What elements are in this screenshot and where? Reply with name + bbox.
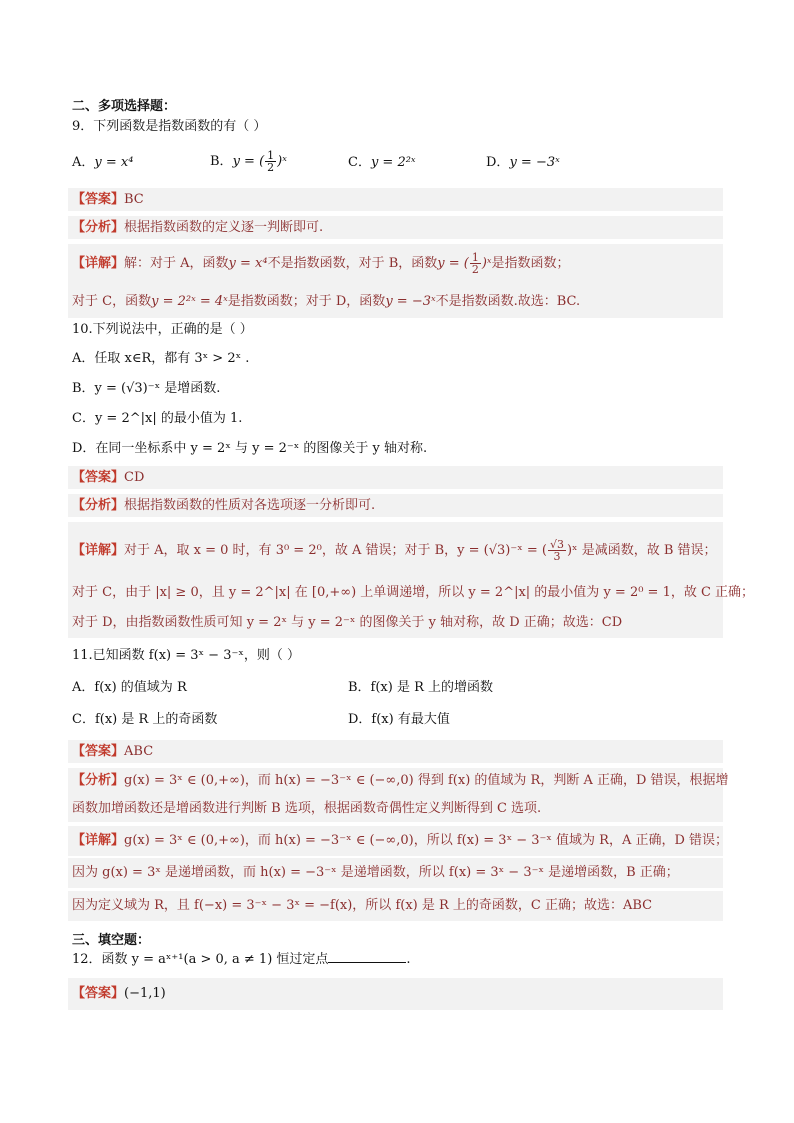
q11-option-d: D．f(x) 有最大值 bbox=[348, 712, 450, 727]
q10-option-b: B．y = (√3)⁻ˣ 是增函数. bbox=[72, 381, 221, 396]
q11-analysis-box: 【分析】g(x) = 3ˣ ∈ (0,+∞)，而 h(x) = −3⁻ˣ ∈ (−∞,0) 得到 f(x) 的值域为 R，判断 A 正确，D 错误，根据增 函数加增函数还是增函数进行判断 B 选项，根据函数奇偶性定义判断得到 C 选项. bbox=[68, 768, 723, 822]
q11-option-c: C．f(x) 是 R 上的奇函数 bbox=[72, 712, 218, 727]
q9-option-a: A．y = x⁴ bbox=[72, 155, 134, 170]
section-title-fill-in: 三、填空题： bbox=[72, 933, 151, 948]
q9-option-b: B．y = ( $\frac{1}{2}$ )ˣ bbox=[210, 149, 287, 174]
q10-answer-box: 【答案】CD bbox=[68, 466, 723, 489]
q9-detail-line2: 对于 C，函数y = 2²ˣ = 4ˣ是指数函数；对于 D，函数y = −3ˣ不是指数函数.故选：BC. bbox=[68, 288, 723, 318]
q11-option-b: B．f(x) 是 R 上的增函数 bbox=[348, 680, 494, 695]
question-10-stem: 10.下列说法中，正确的是（ ） bbox=[72, 322, 253, 337]
q10-detail-line2: 对于 C，由于 |x| ≥ 0，且 y = 2^|x| 在 [0,+∞) 上单调递增，所以 y = 2^|x| 的最小值为 y = 2⁰ = 1，故 C 正确； bbox=[68, 578, 723, 608]
q9-option-c: C．y = 2²ˣ bbox=[348, 155, 416, 170]
q11-answer-box: 【答案】ABC bbox=[68, 740, 723, 763]
q11-option-a: A．f(x) 的值域为 R bbox=[72, 680, 187, 695]
q10-option-a: A．任取 x∈R，都有 3ˣ > 2ˣ . bbox=[72, 351, 250, 366]
q9-analysis-box: 【分析】根据指数函数的定义逐一判断即可. bbox=[68, 216, 723, 239]
q10-option-c: C．y = 2^|x| 的最小值为 1. bbox=[72, 411, 243, 426]
answer-blank bbox=[328, 950, 406, 963]
section-title-multiple-choice: 二、多项选择题： bbox=[72, 99, 177, 114]
q10-analysis-box: 【分析】根据指数函数的性质对各选项逐一分析即可. bbox=[68, 494, 723, 517]
q11-detail-box: 【详解】g(x) = 3ˣ ∈ (0,+∞)，而 h(x) = −3⁻ˣ ∈ (−∞,0)，所以 f(x) = 3ˣ − 3⁻ˣ 值域为 R，A 正确，D 错误； bbox=[68, 826, 723, 856]
q10-option-d: D．在同一坐标系中 y = 2ˣ 与 y = 2⁻ˣ 的图像关于 y 轴对称. bbox=[72, 441, 428, 456]
question-11-stem: 11.已知函数 f(x) = 3ˣ − 3⁻ˣ，则（ ） bbox=[72, 648, 300, 663]
q9-option-d: D．y = −3ˣ bbox=[486, 155, 560, 170]
q11-detail-line3: 因为定义域为 R，且 f(−x) = 3⁻ˣ − 3ˣ = −f(x)，所以 f(x) 是 R 上的奇函数，C 正确；故选：ABC bbox=[68, 891, 723, 921]
q10-detail-box: 【详解】对于 A，取 x = 0 时，有 3⁰ = 2⁰，故 A 错误；对于 B，y = (√3)⁻ˣ = ( $\frac{√3}{3}$ )ˣ 是减函数，故 B 错误； bbox=[68, 522, 723, 578]
question-12-stem: 12．函数 y = aˣ⁺¹(a > 0, a ≠ 1) 恒过定点 . bbox=[72, 952, 411, 967]
q9-answer-box: 【答案】BC bbox=[68, 188, 723, 211]
q9-detail-box: 【详解】解：对于 A，函数y = x⁴不是指数函数，对于 B，函数y = ( $\frac{1}{2}$ )ˣ是指数函数； bbox=[68, 244, 723, 288]
fraction: $\frac{1}{2}$ bbox=[267, 149, 275, 174]
q12-answer-box: 【答案】(−1,1) bbox=[68, 978, 723, 1010]
q11-detail-line2: 因为 g(x) = 3ˣ 是递增函数，而 h(x) = −3⁻ˣ 是递增函数，所以 f(x) = 3ˣ − 3⁻ˣ 是递增函数，B 正确； bbox=[68, 858, 723, 888]
q10-detail-line3: 对于 D，由指数函数性质可知 y = 2ˣ 与 y = 2⁻ˣ 的图像关于 y 轴对称，故 D 正确；故选：CD bbox=[68, 608, 723, 638]
question-9-stem: 9．下列函数是指数函数的有（ ） bbox=[72, 119, 267, 134]
